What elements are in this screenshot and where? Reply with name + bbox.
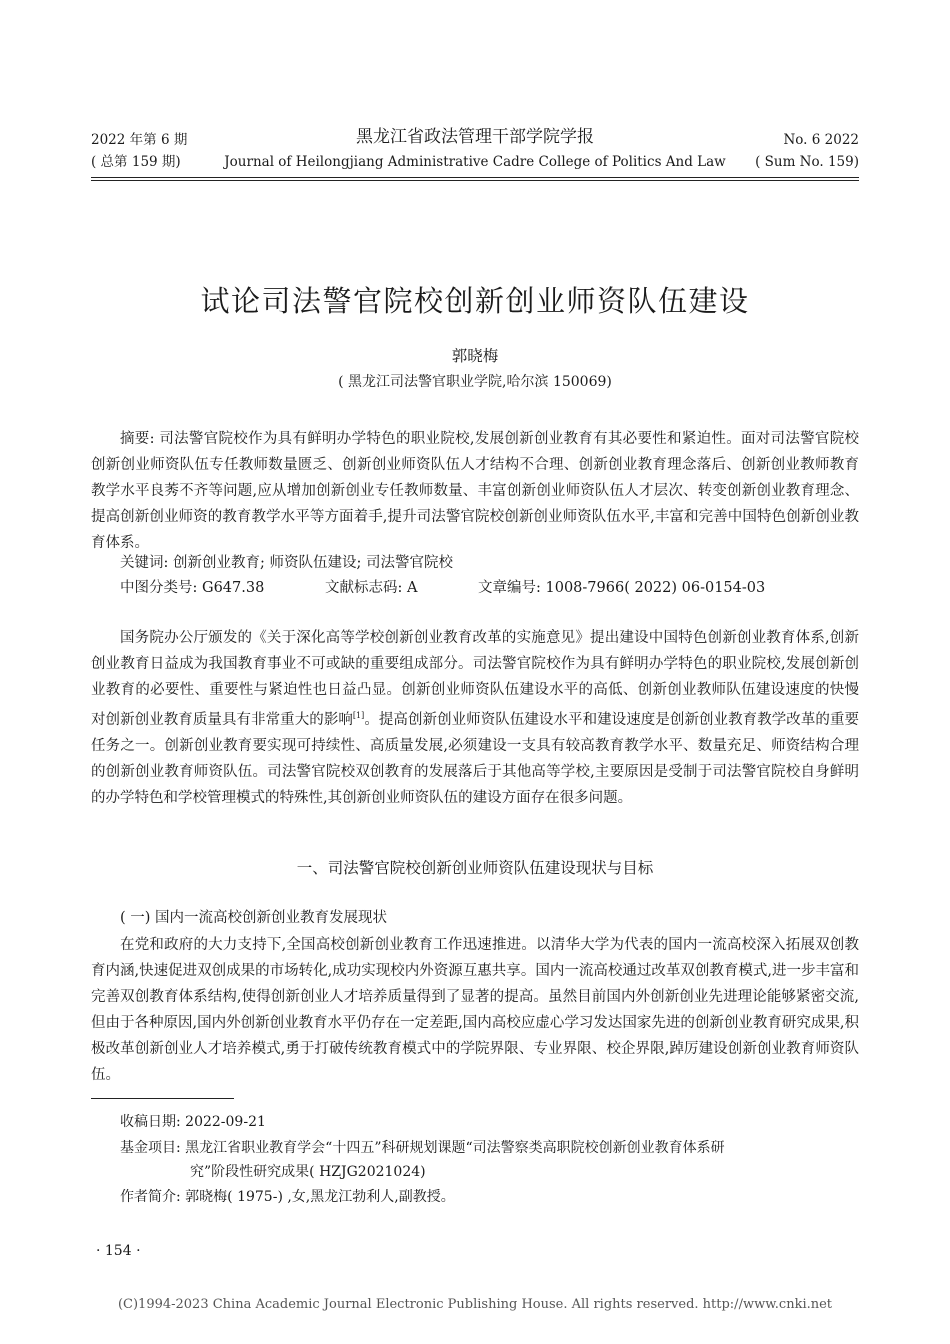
- intro-section: [91, 625, 859, 811]
- citation-ref[interactable]: [1]: [352, 711, 365, 720]
- abstract: [91, 426, 859, 556]
- clc-number: 中图分类号: G647.38: [120, 580, 265, 596]
- header-rule: [91, 177, 859, 178]
- header-rule-double: [91, 180, 859, 181]
- document-code: 文献标志码: A: [325, 580, 418, 596]
- section-heading: 一、司法警官院校创新创业师资队伍建设现状与目标: [296, 859, 654, 877]
- header-sum-number: ( Sum No. 159): [755, 154, 859, 170]
- page-number: · 154 ·: [96, 1243, 141, 1259]
- header-total-issue: ( 总第 159 期): [91, 154, 181, 170]
- footnote-fund-line2: 究”阶段性研究成果( HZJG2021024): [190, 1164, 426, 1180]
- footnote-fund-line1: 基金项目: 黑龙江省职业教育学会“十四五”科研规划课题“司法警察类高职院校创新创业教育体系研: [120, 1140, 725, 1156]
- footnote-received: 收稿日期: 2022-09-21: [120, 1114, 266, 1130]
- keywords: 关键词: 创新创业教育; 师资队伍建设; 司法警官院校: [120, 555, 453, 571]
- intro-text-part2: 。提高创新创业师资队伍建设水平和建设速度是创新创业教育教学改革的重要任务之一。创新创业教育要实现可持续性、高质量发展,必须建设一支具有较高教育教学水平、数量充足、师资结构合理的创新创业教育师资队伍。司法警官院校双创教育的发展落后于其他高等学校,主要原因是受制于司法警官院校自身鲜明的办学特色和学校管理模式的特殊性,其创新创业师资队伍的建设方面存在很多问题。: [91, 711, 859, 806]
- journal-title-cn: 黑龙江省政法管理干部学院学报: [356, 127, 594, 147]
- subsection-heading: ( 一) 国内一流高校创新创业教育发展现状: [120, 910, 388, 926]
- header-number-year: No. 6 2022: [783, 132, 859, 148]
- copyright-footer: (C)1994-2023 China Academic Journal Electronic Publishing House. All rights reserved. http://www.cnki.net: [117, 1297, 833, 1312]
- author-affiliation: ( 黑龙江司法警官职业学院,哈尔滨 150069): [338, 374, 612, 390]
- journal-title-en: Journal of Heilongjiang Administrative Cadre College of Politics And Law: [224, 154, 726, 170]
- section1-paragraph: 在党和政府的大力支持下,全国高校创新创业教育工作迅速推进。以清华大学为代表的国内一流高校深入拓展双创教育内涵,快速促进双创成果的市场转化,成功实现校内外资源互惠共享。国内一流高校通过改革双创教育模式,进一步丰富和完善双创教育体系结构,使得创新创业人才培养质量得到了显著的提高。虽然目前国内外创新创业先进理论能够紧密交流,但由于各种原因,国内外创新创业教育水平仍存在一定差距,国内高校应虚心学习发达国家先进的创新创业教育研究成果,积极改革创新创业人才培养模式,勇于打破传统教育模式中的学院界限、专业界限、校企界限,踔厉建设创新创业教育师资队伍。: [91, 937, 859, 1083]
- footnote-rule: [91, 1098, 234, 1099]
- footnote-author-bio: 作者简介: 郭晓梅( 1975-) ,女,黑龙江勃利人,副教授。: [120, 1189, 455, 1205]
- header-issue: 2022 年第 6 期: [91, 132, 188, 148]
- abstract-text: 摘要: 司法警官院校作为具有鲜明办学特色的职业院校,发展创新创业教育有其必要性和紧迫性。面对司法警官院校创新创业师资队伍专任教师数量匮乏、创新创业师资队伍人才结构不合理、创新创业教育理念落后、创新创业教师教育教学水平良莠不齐等问题,应从增加创新创业专任教师数量、丰富创新创业师资队伍人才层次、转变创新创业教育理念、提高创新创业师资的教育教学水平等方面着手,提升司法警官院校创新创业师资队伍水平,丰富和完善中国特色创新创业教育体系。: [91, 431, 859, 551]
- intro-text-part1: 国务院办公厅颁发的《关于深化高等学校创新创业教育改革的实施意见》提出建设中国特色创新创业教育体系,创新创业教育日益成为我国教育事业不可或缺的重要组成部分。司法警官院校作为具有鲜明办学特色的职业院校,发展创新创业教育的必要性、重要性与紧迫性也日益凸显。创新创业师资队伍建设水平的高低、创新创业教师队伍建设速度的快慢对创新创业教育质量具有非常重大的影响: [91, 630, 859, 728]
- author-name: 郭晓梅: [451, 347, 499, 365]
- article-number: 文章编号: 1008-7966( 2022) 06-0154-03: [478, 580, 766, 596]
- article-title: 试论司法警官院校创新创业师资队伍建设: [200, 284, 750, 318]
- section1-body: [91, 932, 859, 1088]
- intro-paragraph: [91, 625, 859, 811]
